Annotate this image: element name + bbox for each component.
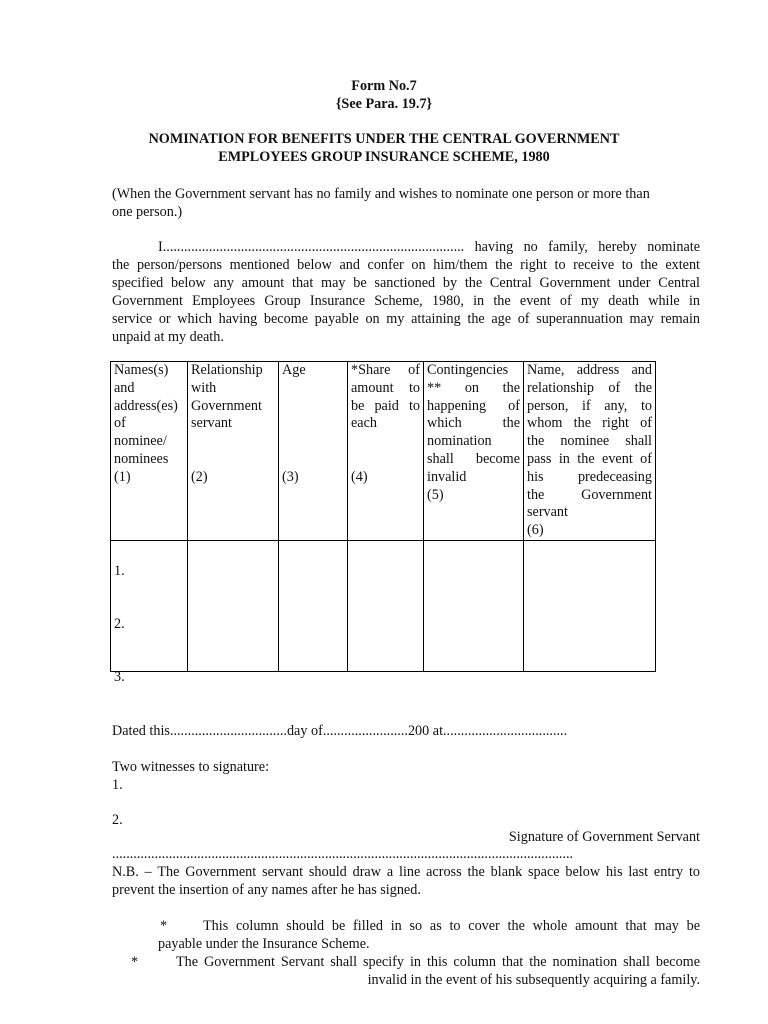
footnote-star-1: * xyxy=(160,918,168,934)
nominee-table xyxy=(110,361,656,685)
form-title-line-2: EMPLOYEES GROUP INSURANCE SCHEME, 1980 xyxy=(218,149,550,165)
signature-label: Signature of Government Servant xyxy=(508,829,700,845)
dated-line: Dated this.................................day of........................200 at................................... xyxy=(112,723,568,739)
table-row xyxy=(111,541,656,672)
share-entries-cell[interactable] xyxy=(348,541,424,672)
nominee-entries-cell[interactable] xyxy=(111,541,188,685)
footnote-1-line-1: This column should be filled in so as to cover the whole amount that may be xyxy=(203,918,700,934)
form-title-line-1: NOMINATION FOR BENEFITS UNDER THE CENTRAL GOVERNMENT xyxy=(148,131,620,147)
contingencies-entries-cell[interactable] xyxy=(424,541,524,672)
header-age: Age (3) xyxy=(279,362,348,541)
para-reference: {See Para. 19.7} xyxy=(335,96,433,112)
nomination-paragraph-line-1: I..................................................................................... having no family, hereby nominate xyxy=(158,239,700,255)
witness-1: 1. xyxy=(112,777,123,793)
footnote-star-2: * xyxy=(131,954,139,970)
footnote-2-line-1: The Government Servant shall specify in this column that the nomination shall become xyxy=(176,954,700,970)
nomination-paragraph-line-3: specified below any amount that may be sanctioned by the Central Government under Central xyxy=(112,275,700,291)
nomination-paragraph-line-5: service or which having become payable on my attaining the age of superannuation may remain xyxy=(112,311,700,327)
header-alternate-nominee: Name, address and relationship of the person, if any, to whom the right of the nominee shall pass in the event of his predeceasing the Government servant (6) xyxy=(524,362,656,541)
nomination-paragraph-line-6: unpaid at my death. xyxy=(112,329,224,345)
nb-line-1: N.B. – The Government servant should draw a line across the blank space below his last entry to xyxy=(112,864,700,880)
nb-line-2: prevent the insertion of any names after he has signed. xyxy=(112,882,421,898)
header-names-addresses: Names(s) and address(es) of nominee/ nominees (1) xyxy=(111,362,188,541)
header-share: *Share of amount to be paid to each (4) xyxy=(348,362,424,541)
intro-note-line-1: (When the Government servant has no family and wishes to nominate one person or more than xyxy=(112,186,650,202)
table-header-row xyxy=(111,362,656,541)
footnote-1-line-2: payable under the Insurance Scheme. xyxy=(158,936,370,952)
form-number: Form No.7 xyxy=(351,78,417,94)
nomination-paragraph-line-4: Government Employees Group Insurance Scheme, 1980, in the event of my death while in xyxy=(112,293,700,309)
header-relationship: Relationship with Government servant (2) xyxy=(188,362,279,541)
dotted-separator: .................................................................................................................................. xyxy=(112,846,574,862)
witness-2: 2. xyxy=(112,812,123,828)
row-number-2: 2. xyxy=(114,616,125,632)
nomination-paragraph-line-2: the person/persons mentioned below and confer on him/them the right to receive to the extent xyxy=(112,257,700,273)
alternate-nominee-entries-cell[interactable] xyxy=(524,541,656,672)
footnote-2-line-2: invalid in the event of his subsequently acquiring a family. xyxy=(367,972,700,988)
age-entries-cell[interactable] xyxy=(279,541,348,672)
row-number-3: 3. xyxy=(114,669,125,685)
header-contingencies: Contingencies ** on the happening of which the nomination shall become invalid (5) xyxy=(424,362,524,541)
intro-note-line-2: one person.) xyxy=(112,204,183,220)
witnesses-label: Two witnesses to signature: xyxy=(112,759,270,775)
row-number-1: 1. xyxy=(114,563,125,579)
relationship-entries-cell[interactable] xyxy=(188,541,279,672)
